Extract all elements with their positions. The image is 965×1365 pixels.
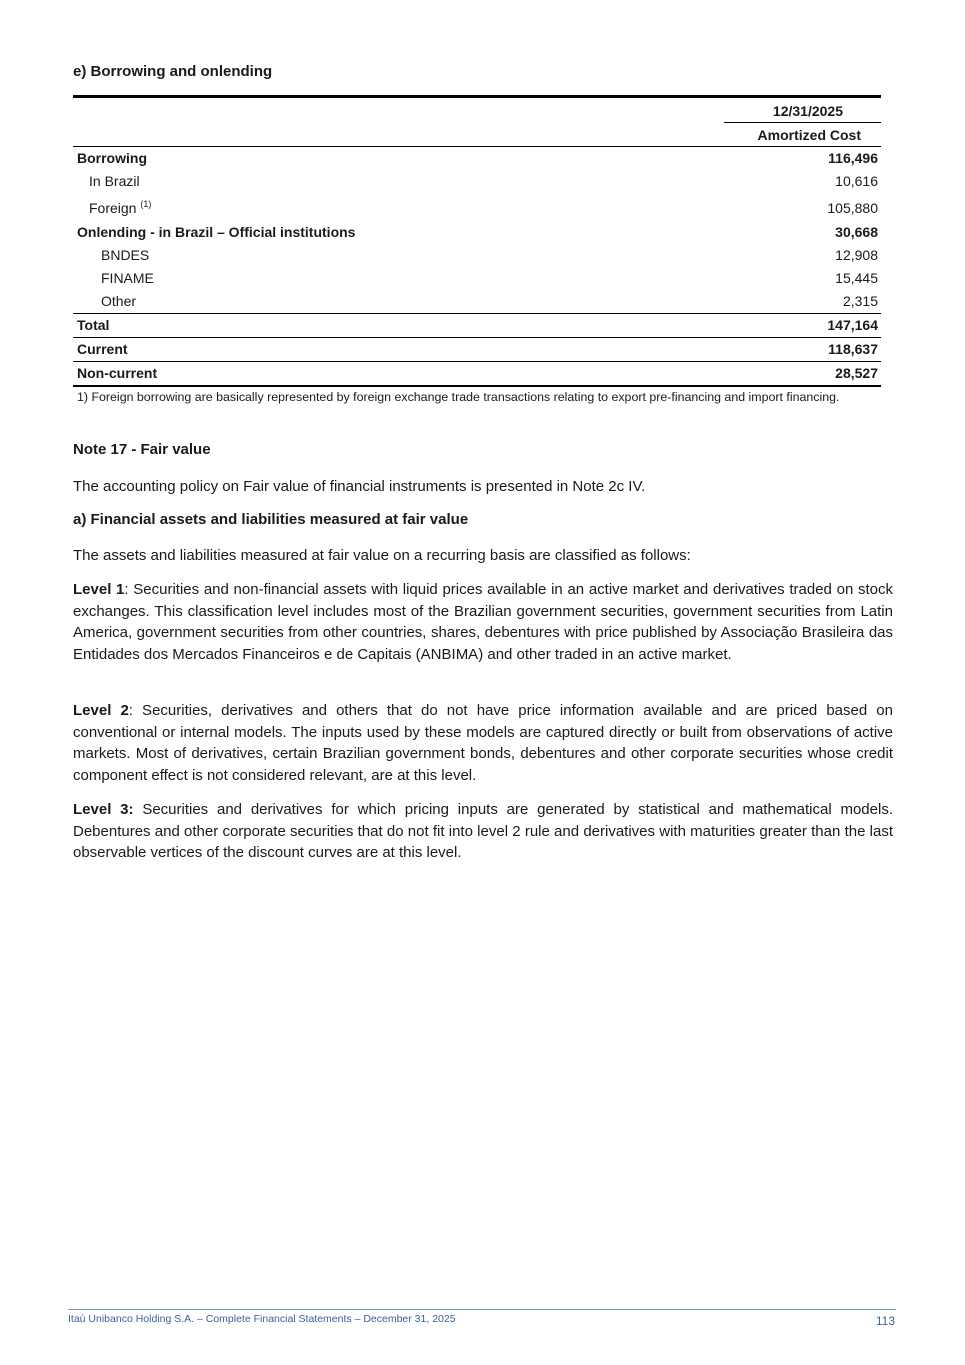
level-sep: : <box>128 702 133 719</box>
row-value: 12,908 <box>835 247 878 263</box>
row-value: 105,880 <box>827 200 878 216</box>
footnote-ref: (1) <box>140 199 152 209</box>
level-3-paragraph <box>73 799 893 864</box>
table-row-other <box>73 290 881 313</box>
table-row-non-current <box>73 361 881 387</box>
row-value: 2,315 <box>842 293 878 309</box>
table-row-onlending <box>73 221 881 244</box>
intro-paragraph: The assets and liabilities measured at fair value on a recurring basis are classified as follows: <box>73 547 691 564</box>
row-value: 147,164 <box>827 317 878 333</box>
row-label: FINAME <box>101 270 154 286</box>
section-title: e) Borrowing and onlending <box>73 63 273 80</box>
footer-divider <box>68 1309 896 1310</box>
row-label: BNDES <box>101 247 150 263</box>
policy-paragraph: The accounting policy on Fair value of financial instruments is presented in Note 2c IV. <box>73 478 646 495</box>
table-row-bndes <box>73 244 881 267</box>
level-text: Securities and non-financial assets with liquid prices available in an active market and derivatives traded on stock exchanges. This classification level includes most of the Brazilian government securities, government securities from Latin America, government securities from other countries, shares, debentures with price published by Associação Brasileira das Entidades dos Mercados Financeiros e de Capitais (ANBIMA) and other traded in an active market. <box>73 581 893 664</box>
row-value: 10,616 <box>835 173 878 189</box>
level-2-paragraph <box>73 700 893 787</box>
row-label: Onlending - in Brazil – Official institutions <box>77 224 356 240</box>
row-value: 30,668 <box>835 224 878 240</box>
table-header-date <box>73 98 881 123</box>
level-1-paragraph <box>73 579 893 666</box>
row-label: Foreign <box>89 200 137 216</box>
row-value: 118,637 <box>828 341 878 357</box>
page-number: 113 <box>875 1314 895 1328</box>
table-row-foreign <box>73 193 881 221</box>
footer-text: Itaú Unibanco Holding S.A. – Complete Financial Statements – December 31, 2025 <box>68 1313 456 1325</box>
level-label: Level 3: <box>73 801 134 818</box>
amortized-cost-header: Amortized Cost <box>757 127 861 143</box>
level-label: Level 1 <box>73 581 125 598</box>
row-label: Non-current <box>77 365 158 381</box>
subsection-title: a) Financial assets and liabilities measured at fair value <box>73 511 469 528</box>
table-footnote: 1) Foreign borrowing are basically represented by foreign exchange trade transactions relating to export pre-financing and import financing. <box>77 390 840 404</box>
row-label: Total <box>77 317 110 333</box>
row-value: 116,496 <box>828 150 878 166</box>
table-row-borrowing <box>73 147 881 170</box>
row-label: Current <box>77 341 128 357</box>
level-text: Securities, derivatives and others that do not have price information available and are priced based on conventional or internal models. The inputs used by these models are captured directly or built from observations of active markets. Most of derivatives, certain Brazilian government bonds, debentures and other corporate securities whose credit component effect is not considered relevant, are at this level. <box>73 702 893 785</box>
table-row-in-brazil <box>73 170 881 193</box>
row-value: 28,527 <box>835 365 878 381</box>
note-title: Note 17 - Fair value <box>73 441 211 458</box>
borrowing-table <box>73 95 881 387</box>
level-text: Securities and derivatives for which pricing inputs are generated by statistical and mathematical models. Debentures and other corporate securities that do not fit into level 2 rule and derivatives with maturities greater than the last observable vertices of the discount curves are at this level. <box>73 801 893 862</box>
table-row-current <box>73 337 881 361</box>
row-label: Other <box>101 293 137 309</box>
table-row-finame <box>73 267 881 290</box>
table-row-total <box>73 313 881 337</box>
row-label: Borrowing <box>77 150 147 166</box>
level-label: Level 2 <box>73 702 129 719</box>
row-label: In Brazil <box>89 173 140 189</box>
date-header: 12/31/2025 <box>772 103 843 119</box>
row-value: 15,445 <box>835 270 878 286</box>
table-header-sub <box>73 123 881 147</box>
row-label-wrap <box>89 193 151 223</box>
level-sep: : <box>124 581 129 598</box>
